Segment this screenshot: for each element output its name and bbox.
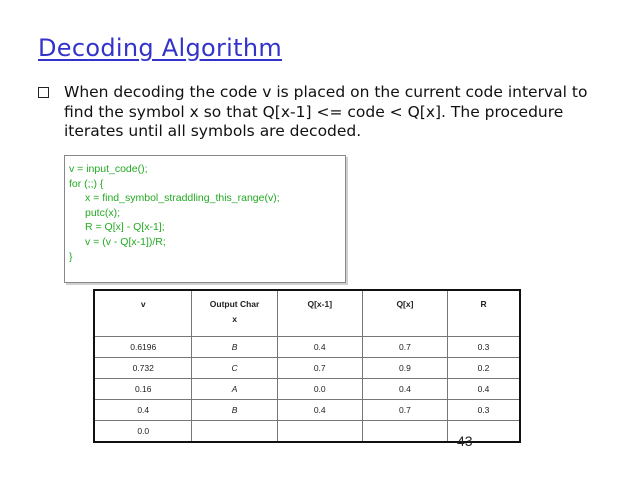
table-row [94, 337, 520, 358]
cell-r: 0.2 [448, 358, 520, 379]
square-bullet-icon [38, 87, 49, 98]
cell-q-prev: 0.4 [277, 400, 362, 421]
header-output-char-label: Output Char [209, 299, 260, 309]
cell-output-char: B [192, 400, 277, 421]
cell-q: 0.7 [362, 400, 447, 421]
cell-v: 0.16 [94, 379, 192, 400]
header-q-prev: Q[x-1] [277, 290, 362, 337]
cell-v: 0.732 [94, 358, 192, 379]
cell-r: 0.3 [448, 400, 520, 421]
cell-output-char: A [192, 379, 277, 400]
code-line: putc(x); [85, 206, 121, 219]
cell-q-prev [277, 421, 362, 443]
cell-q: 0.4 [362, 379, 447, 400]
bullet-item [38, 83, 598, 142]
table-row [94, 379, 520, 400]
cell-output-char: C [192, 358, 277, 379]
bullet-text: When decoding the code v is placed on the current code interval to find the symbol x so that Q[x-1] <= code < Q[x]. The procedure iterates until all symbols are decoded. [64, 83, 588, 140]
header-output-char [192, 290, 277, 337]
table-row [94, 400, 520, 421]
cell-q [362, 421, 447, 443]
table-header-row [94, 290, 520, 337]
code-line: for (;;) { [69, 177, 104, 190]
cell-r: 0.3 [448, 337, 520, 358]
code-line: } [69, 250, 73, 263]
cell-q-prev: 0.7 [277, 358, 362, 379]
cell-q: 0.9 [362, 358, 447, 379]
cell-output-char: B [192, 337, 277, 358]
header-r: R [448, 290, 520, 337]
table-row [94, 358, 520, 379]
decoding-trace-table [93, 289, 521, 443]
code-line: R = Q[x] - Q[x-1]; [85, 221, 165, 234]
code-block [64, 155, 346, 283]
cell-v: 0.0 [94, 421, 192, 443]
cell-v: 0.4 [94, 400, 192, 421]
cell-q: 0.7 [362, 337, 447, 358]
cell-q-prev: 0.0 [277, 379, 362, 400]
header-q: Q[x] [362, 290, 447, 337]
header-x-label: x [232, 314, 237, 324]
cell-v: 0.6196 [94, 337, 192, 358]
code-line: v = input_code(); [69, 163, 148, 175]
cell-q-prev: 0.4 [277, 337, 362, 358]
slide-title: Decoding Algorithm [38, 34, 283, 62]
cell-output-char [192, 421, 277, 443]
code-line: x = find_symbol_straddling_this_range(v); [85, 192, 280, 205]
code-line: v = (v - Q[x-1])/R; [85, 235, 166, 248]
cell-r: 0.4 [448, 379, 520, 400]
header-v: v [94, 290, 192, 337]
page-number: 43 [457, 433, 473, 449]
